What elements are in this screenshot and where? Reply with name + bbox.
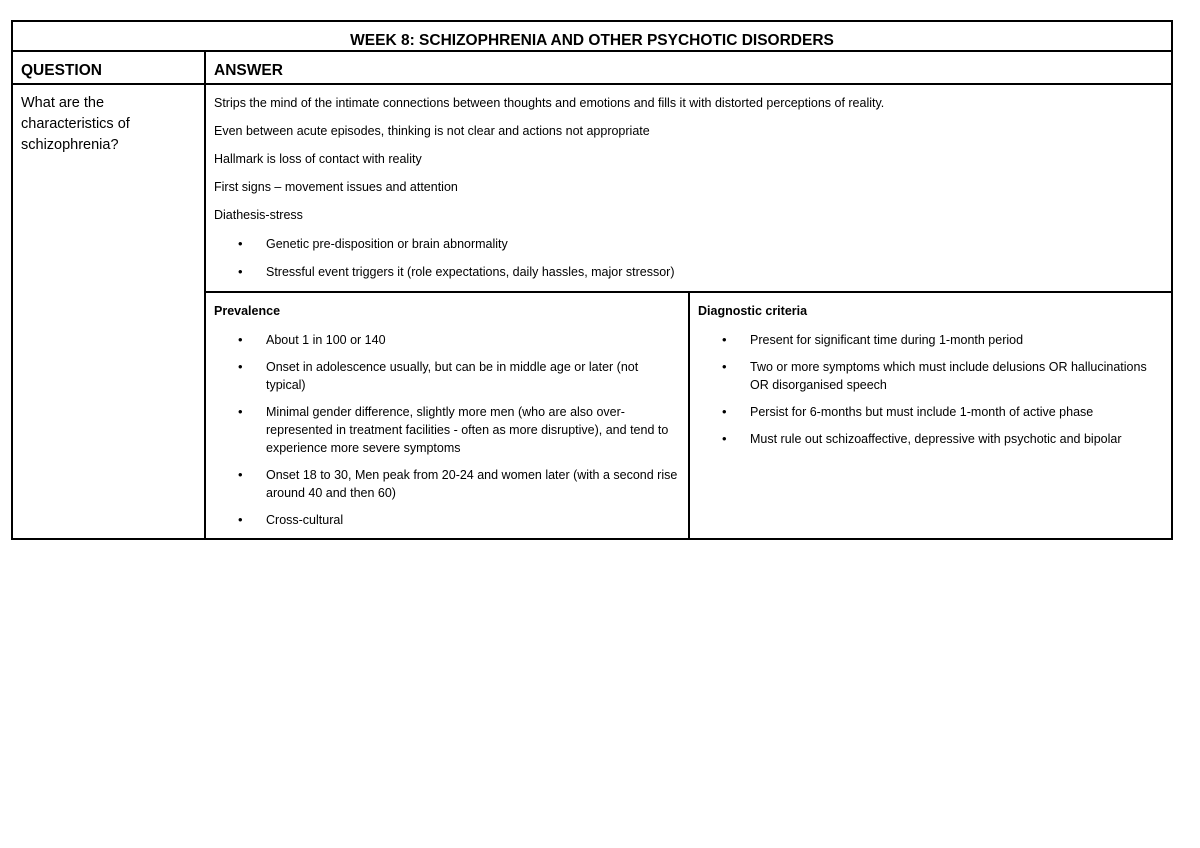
list-item-text: Stressful event triggers it (role expectations, daily hassles, major stressor) bbox=[266, 265, 675, 279]
answer-paragraph: Hallmark is loss of contact with reality bbox=[214, 152, 422, 166]
diagnostic-list bbox=[698, 331, 1163, 448]
list-item bbox=[214, 235, 1163, 253]
list-item bbox=[214, 466, 680, 502]
answer-split bbox=[205, 292, 1172, 539]
answer-paragraph: Even between acute episodes, thinking is not clear and actions not appropriate bbox=[214, 124, 650, 138]
bullet-icon: • bbox=[238, 264, 243, 279]
split-table bbox=[206, 293, 1171, 538]
list-item-text: Minimal gender difference, slightly more men (who are also over-represented in treatment facilities - often as more disruptive), and tend to experience more severe symptoms bbox=[266, 405, 669, 455]
answer-paragraph: First signs – movement issues and attention bbox=[214, 180, 458, 194]
list-item bbox=[214, 263, 1163, 281]
list-item-text: Present for significant time during 1-month period bbox=[750, 333, 1024, 347]
answer-paragraph: Diathesis-stress bbox=[214, 208, 303, 222]
bullet-icon: • bbox=[238, 332, 243, 347]
bullet-icon: • bbox=[722, 332, 727, 347]
list-item-text: Must rule out schizoaffective, depressive with psychotic and bipolar bbox=[750, 432, 1122, 446]
bullet-icon: • bbox=[238, 467, 243, 482]
prevalence-heading: Prevalence bbox=[214, 304, 281, 318]
list-item bbox=[698, 331, 1163, 349]
diagnostic-heading: Diagnostic criteria bbox=[698, 304, 808, 318]
bullet-icon: • bbox=[238, 512, 243, 527]
bullet-icon: • bbox=[722, 431, 727, 446]
list-item bbox=[698, 403, 1163, 421]
question-text: What are the characteristics of schizophrenia? bbox=[12, 84, 205, 539]
bullet-icon: • bbox=[722, 404, 727, 419]
list-item bbox=[214, 331, 680, 349]
list-item-text: Cross-cultural bbox=[266, 513, 344, 527]
list-item bbox=[698, 358, 1163, 394]
prevalence-list bbox=[214, 331, 680, 529]
list-item bbox=[214, 358, 680, 394]
list-item-text: About 1 in 100 or 140 bbox=[266, 333, 386, 347]
list-item-text: Genetic pre-disposition or brain abnormality bbox=[266, 237, 508, 251]
diathesis-list bbox=[214, 235, 1163, 281]
bullet-icon: • bbox=[722, 359, 727, 374]
list-item bbox=[698, 430, 1163, 448]
list-item bbox=[214, 403, 680, 457]
bullet-icon: • bbox=[238, 404, 243, 419]
list-item-text: Two or more symptoms which must include delusions OR hallucinations OR disorganised speech bbox=[750, 360, 1147, 392]
list-item-text: Onset 18 to 30, Men peak from 20-24 and women later (with a second rise around 40 and then 60) bbox=[266, 468, 678, 500]
list-item-text: Onset in adolescence usually, but can be in middle age or later (not typical) bbox=[266, 360, 639, 392]
list-item-text: Persist for 6-months but must include 1-month of active phase bbox=[750, 405, 1094, 419]
question-header: QUESTION bbox=[12, 51, 205, 84]
prevalence-cell bbox=[206, 293, 689, 538]
answer-header: ANSWER bbox=[205, 51, 1172, 84]
bullet-icon: • bbox=[238, 359, 243, 374]
answer-paragraph: Strips the mind of the intimate connections between thoughts and emotions and fills it with distorted perceptions of reality. bbox=[214, 96, 885, 110]
list-item bbox=[214, 511, 680, 529]
answer-overview bbox=[205, 84, 1172, 292]
notes-table bbox=[11, 20, 1173, 540]
bullet-icon: • bbox=[238, 236, 243, 251]
document-title: WEEK 8: SCHIZOPHRENIA AND OTHER PSYCHOTIC DISORDERS bbox=[12, 21, 1172, 51]
diagnostic-cell bbox=[689, 293, 1171, 538]
